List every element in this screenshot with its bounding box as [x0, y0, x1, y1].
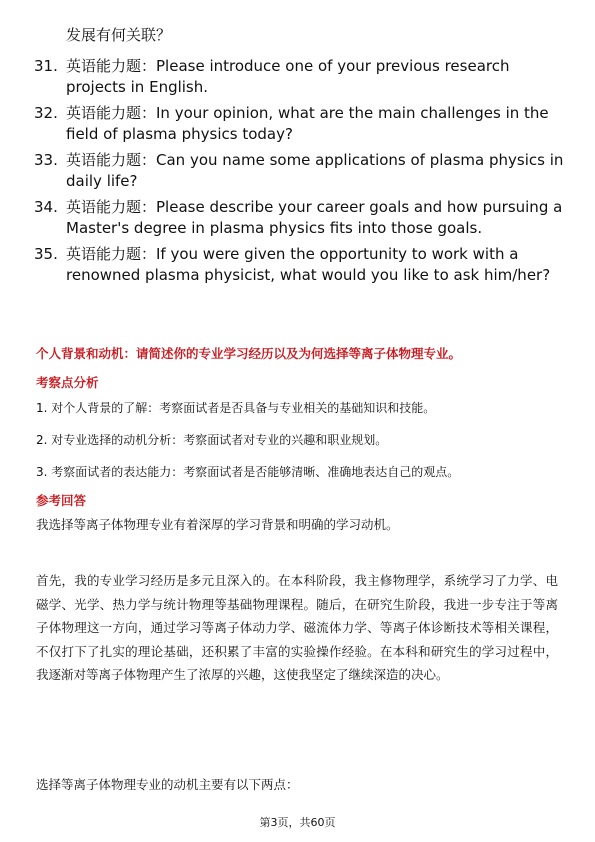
question-list	[34, 56, 574, 291]
question-number: 34.	[34, 198, 58, 216]
list-item	[34, 56, 574, 98]
list-item: 3. 考察面试者的表达能力：考察面试者是否能够清晰、准确地表达自己的观点。	[36, 465, 460, 479]
answer-heading: 参考回答	[36, 493, 87, 508]
list-item: 2. 对专业选择的动机分析：考察面试者对专业的兴趣和职业规划。	[36, 433, 388, 447]
answer-paragraph: 选择等离子体物理专业的动机主要有以下两点：	[36, 777, 299, 792]
list-item	[34, 150, 574, 192]
question-text: 英语能力题：If you were given the opportunity to work with a renowned plasma physicist, what would you like to ask him/her?	[66, 245, 551, 284]
question-text: 英语能力题：Please introduce one of your previous research projects in English.	[66, 57, 510, 96]
analysis-heading: 考察点分析	[36, 375, 99, 390]
question-text: 英语能力题：In your opinion, what are the main challenges in the field of plasma physics today?	[66, 104, 549, 143]
question-text: 英语能力题：Please describe your career goals and how pursuing a Master's degree in plasma physics fits into those goals.	[66, 198, 563, 237]
question-number: 31.	[34, 57, 58, 75]
question-number: 32.	[34, 104, 58, 122]
answer-paragraph: 首先，我的专业学习经历是多元且深入的。在本科阶段，我主修物理学，系统学习了力学、电磁学、光学、热力学与统计物理等基础物理课程。随后，在研究生阶段，我进一步专注于等离子体物理这一方向，通过学习等离子体动力学、磁流体力学、等离子体诊断技术等相关课程，不仅打下了扎实的理论基础，还积累了丰富的实验操作经验。在本科和研究生的学习过程中，我逐渐对等离子体物理产生了浓厚的兴趣，这使我坚定了继续深造的决心。	[36, 573, 558, 682]
list-item	[34, 197, 574, 239]
list-item: 1. 对个人背景的了解：考察面试者是否具备与专业相关的基础知识和技能。	[36, 401, 436, 415]
analysis-list	[36, 400, 566, 496]
list-item	[34, 103, 574, 145]
question-number: 35.	[34, 245, 58, 263]
question-text: 英语能力题：Can you name some applications of plasma physics in daily life?	[66, 151, 564, 190]
question-number: 33.	[34, 151, 58, 169]
question-continuation: 发展有何关联？	[66, 26, 172, 44]
page-number: 第3页，共60页	[259, 816, 336, 829]
list-item	[34, 244, 574, 286]
answer-intro: 我选择等离子体物理专业有着深厚的学习背景和明确的学习动机。	[36, 517, 399, 532]
section-heading: 个人背景和动机：请简述你的专业学习经历以及为何选择等离子体物理专业。	[36, 346, 462, 361]
